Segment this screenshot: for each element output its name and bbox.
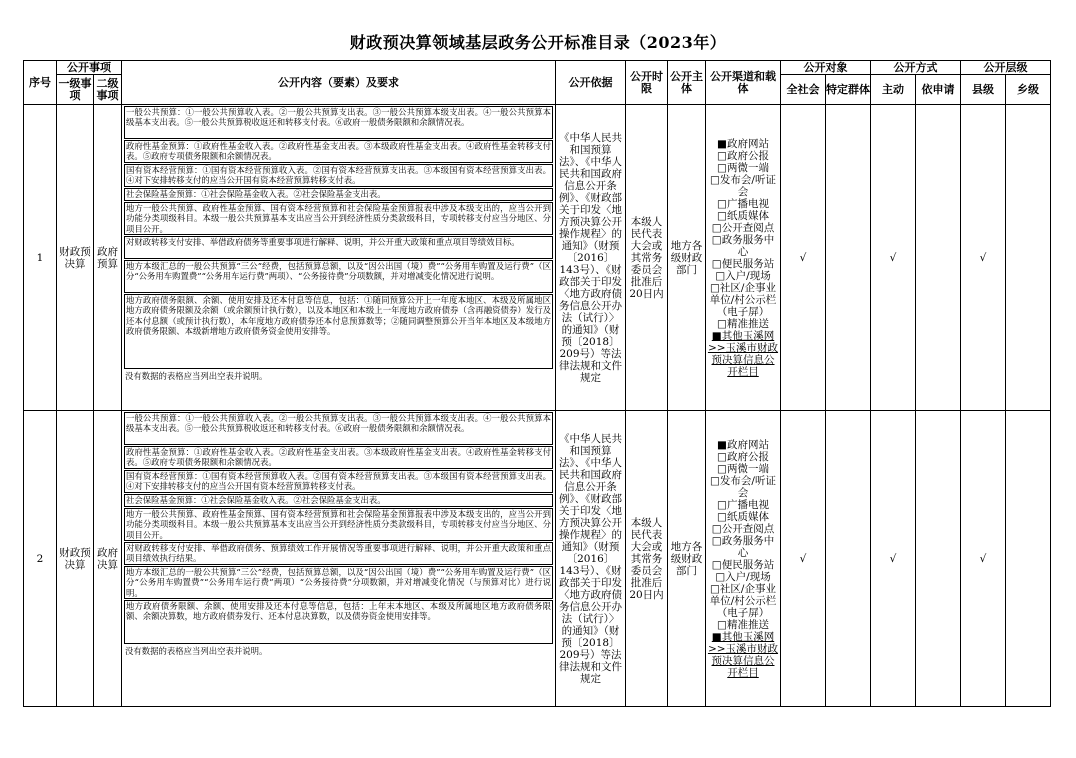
row-seq: 2 — [24, 411, 57, 707]
content-item: 政府性基金预算：①政府性基金收入表。②政府性基金支出表。③本级政府性基金支出表。④政府性基金转移支付表。⑤政府专项债务限额和余额情况表。 — [126, 141, 551, 162]
channel-item: ■政府网站 — [717, 438, 769, 451]
channel-item: □社区/企事业单位/村公示栏（电子屏） — [709, 582, 777, 619]
content-item: 没有数据的表格应当列出空表并说明。 — [125, 371, 268, 381]
channel-link[interactable]: ■其他玉溪网>>玉溪市财政预决算信息公开栏目 — [707, 630, 779, 679]
channel-item: □精准推送 — [717, 618, 769, 631]
channel-item: □广播电视 — [717, 197, 769, 210]
channel-item: □入户/现场 — [715, 269, 771, 282]
row-basis: 《中华人民共和国预算法》、《中华人民共和国政府信息公开条例》、《财政部关于印发〈地方预决算公开操作规程〉的通知》（财预〔2016〕143号）、《财政部关于印发〈地方政府债务信息公开办法（试行）〉的通知》（财预〔2018〕209号）等法律法规和文件规定 — [556, 411, 626, 707]
row-channels — [706, 411, 781, 707]
header-target-all: 全社会 — [781, 75, 826, 105]
channel-item: □公开查阅点 — [711, 522, 775, 535]
content-item: 政府性基金预算：①政府性基金收入表。②政府性基金支出表。③本级政府性基金支出表。④政府性基金转移支付表。⑤政府专项债务限额和余额情况表。 — [126, 447, 551, 468]
header-mode-apply: 依申请 — [916, 75, 961, 105]
channel-item: □政府公报 — [717, 149, 769, 162]
content-item: 地方一般公共预算、政府性基金预算、国有资本经营预算和社会保险基金预算报表中涉及本级支出的，应当公开到功能分类项级科目。本级一般公共预算基本支出应当公开到经济性质分类款级科目，专项转移支付应当分地区、分项目公开。 — [126, 509, 551, 540]
cell-target-specific — [826, 105, 871, 411]
header-deadline: 公开时限 — [626, 61, 668, 105]
channel-item: ■政府网站 — [717, 137, 769, 150]
row-content — [122, 105, 556, 411]
channel-item: □发布会/听证会 — [710, 173, 776, 198]
channel-item: □社区/企事业单位/村公示栏（电子屏） — [709, 281, 777, 318]
content-item: 国有资本经营预算：①国有资本经营预算收入表。②国有资本经营预算支出表。③本级国有资本经营预算支出表。④对下安排转移支付的应当公开国有资本经营预算转移支付表。 — [126, 165, 551, 186]
header-seq: 序号 — [24, 61, 57, 105]
header-level-town: 乡级 — [1006, 75, 1051, 105]
cell-level-town — [1006, 411, 1051, 707]
content-item: 一般公共预算：①一般公共预算收入表。②一般公共预算支出表。③一般公共预算本级支出表。④一般公共预算本级基本支出表。⑤一般公共预算税收返还和转移支付表。⑥政府一般债务限额和余额情况表。 — [124, 106, 553, 139]
row-deadline: 本级人民代表大会或其常务委员会批准后20日内 — [626, 105, 668, 411]
channel-item: □政府公报 — [717, 450, 769, 463]
row-level1: 财政预决算 — [57, 411, 94, 707]
content-item: 社会保险基金预算：①社会保险基金收入表。②社会保险基金支出表。 — [124, 494, 553, 507]
header-channel: 公开渠道和载体 — [706, 61, 781, 105]
header-target-specific: 特定群体 — [826, 75, 871, 105]
content-item: 地方一般公共预算、政府性基金预算、国有资本经营预算和社会保险基金预算报表中涉及本级支出的，应当公开到功能分类项级科目。本级一般公共预算基本支出应当公开到经济性质分类款级科目，专项转移支付应当分地区、分项目公开。 — [126, 203, 551, 234]
channel-item: □入户/现场 — [715, 570, 771, 583]
header-content: 公开内容（要素）及要求 — [122, 61, 556, 105]
row-channels — [706, 105, 781, 411]
row-level1: 财政预决算 — [57, 105, 94, 411]
channel-item: □纸质媒体 — [717, 209, 769, 222]
content-item: 对财政转移支付安排、举借政府债务等重要事项进行解释、说明，并公开重大政策和重点项目等绩效目标。 — [124, 236, 553, 259]
channel-item: □政务服务中心 — [711, 233, 775, 258]
channel-item: □公开查阅点 — [711, 221, 775, 234]
content-item: 地方政府债务限额、余额、使用安排及还本付息等信息，包括：上年末本地区、本级及所属地区地方政府债务限额、余额决算数，地方政府债券发行、还本付息决算数，以及债券资金使用安排等。 — [124, 600, 553, 644]
channel-item: □便民服务站 — [711, 257, 775, 270]
channel-item: □精准推送 — [717, 317, 769, 330]
channel-link[interactable]: ■其他玉溪网>>玉溪市财政预决算信息公开栏目 — [707, 329, 779, 378]
header-level-county: 县级 — [961, 75, 1006, 105]
header-mode-active: 主动 — [871, 75, 916, 105]
row-content — [122, 411, 556, 707]
table-row — [24, 411, 1051, 707]
check-level-county: √ — [961, 105, 1006, 411]
content-item: 国有资本经营预算：①国有资本经营预算收入表。②国有资本经营预算支出表。③本级国有资本经营预算支出表。④对下安排转移支付的应当公开国有资本经营预算转移支付表。 — [126, 471, 551, 492]
header-items: 公开事项 — [57, 61, 122, 75]
document-title: 财政预决算领域基层政务公开标准目录（2023年） — [349, 33, 727, 52]
row-subject: 地方各级财政部门 — [668, 105, 706, 411]
check-target-all: √ — [781, 105, 826, 411]
header-subject: 公开主体 — [668, 61, 706, 105]
content-item: 没有数据的表格应当列出空表并说明。 — [125, 646, 268, 656]
row-seq: 1 — [24, 105, 57, 411]
header-level: 公开层级 — [961, 61, 1051, 75]
channel-item: □发布会/听证会 — [710, 474, 776, 499]
content-item: 社会保险基金预算：①社会保险基金收入表。②社会保险基金支出表。 — [124, 188, 553, 201]
check-mode-active: √ — [871, 105, 916, 411]
row-deadline: 本级人民代表大会或其常务委员会批准后20日内 — [626, 411, 668, 707]
channel-item: □政务服务中心 — [711, 534, 775, 559]
row-basis: 《中华人民共和国预算法》、《中华人民共和国政府信息公开条例》、《财政部关于印发〈地方预决算公开操作规程〉的通知》（财预〔2016〕143号）、《财政部关于印发〈地方政府债务信息公开办法（试行）〉的通知》（财预〔2018〕209号）等法律法规和文件规定 — [556, 105, 626, 411]
header-level1: 一级事项 — [57, 75, 94, 105]
row-level2: 政府决算 — [94, 411, 122, 707]
cell-mode-apply — [916, 411, 961, 707]
channel-item: □广播电视 — [717, 498, 769, 511]
check-mode-active: √ — [871, 411, 916, 707]
check-level-county: √ — [961, 411, 1006, 707]
cell-level-town — [1006, 105, 1051, 411]
content-item: 一般公共预算：①一般公共预算收入表。②一般公共预算支出表。③一般公共预算本级支出表。④一般公共预算本级基本支出表。⑤一般公共预算税收返还和转移支付表。⑥政府一般债务限额和余额情况表。 — [124, 412, 553, 445]
content-item: 地方政府债务限额、余额、使用安排及还本付息等信息，包括：①随同预算公开上一年度本地区、本级及所属地区地方政府债务限额及余额（或余额预计执行数），以及本地区和本级上一年度地方政府债券（含再融资债券）发行及还本付息额（或预计执行数），本年度地方政府债券还本付息预算数等；②随同调整预算公开当年本地区及本级地方政府债务限额、本级新增地方政府债务资金使用安排等。 — [124, 294, 553, 369]
header-basis: 公开依据 — [556, 61, 626, 105]
content-item: 地方本级汇总的一般公共预算“三公”经费，包括预算总额，以及“因公出国（境）费”“公务用车购置及运行费”（区分“公务用车购置费”“公务用车运行费”两项）、“公务接待费”分项数额，并对增减变化情况进行说明。 — [124, 260, 553, 293]
standard-catalog-table — [23, 60, 1051, 707]
content-item: 对财政转移支付安排、举借政府债务、预算绩效工作开展情况等重要事项进行解释、说明，并公开重大政策和重点项目绩效执行结果。 — [126, 543, 551, 564]
table-row — [24, 105, 1051, 411]
header-target: 公开对象 — [781, 61, 871, 75]
channel-item: □两微一端 — [717, 462, 769, 475]
channel-item: □便民服务站 — [711, 558, 775, 571]
cell-target-specific — [826, 411, 871, 707]
row-level2: 政府预算 — [94, 105, 122, 411]
channel-item: □纸质媒体 — [717, 510, 769, 523]
channel-item: □两微一端 — [717, 161, 769, 174]
header-mode: 公开方式 — [871, 61, 961, 75]
header-level2: 二级事项 — [94, 75, 122, 105]
check-target-all: √ — [781, 411, 826, 707]
content-item: 地方本级汇总的一般公共预算“三公”经费，包括预算总额，以及“因公出国（境）费”“公务用车购置及运行费”（区分“公务用车购置费”“公务用车运行费”两项）“公务接待费”分项数额，并对增减变化情况（与预算对比）进行说明。 — [126, 567, 551, 598]
row-subject: 地方各级财政部门 — [668, 411, 706, 707]
cell-mode-apply — [916, 105, 961, 411]
